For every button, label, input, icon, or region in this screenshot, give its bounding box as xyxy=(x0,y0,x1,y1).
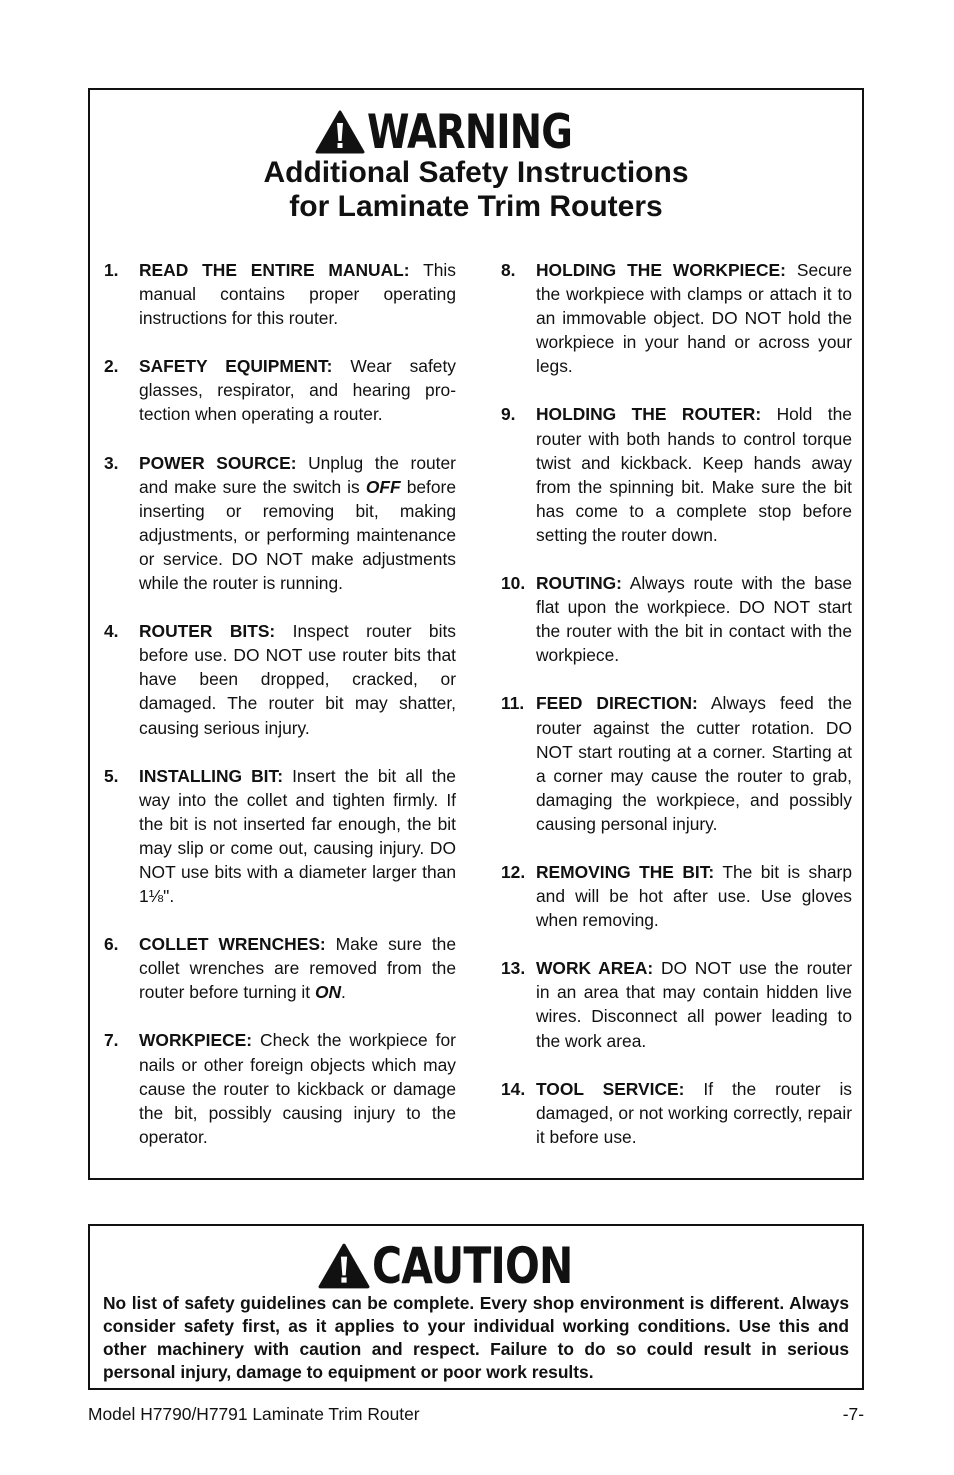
item-text: Always route with the base flat upon the workpiece. DO NOT start the router with the bit in contact with the workpiece. xyxy=(536,573,852,666)
item-text: This manual contains proper operating instructions for this router. xyxy=(139,260,456,329)
item-heading: REMOVING THE BIT: xyxy=(536,861,715,882)
item-text: Wear safety glasses, respirator, and hearing protection when operating a router. xyxy=(139,356,456,425)
footer-model: Model H7790/H7791 Laminate Trim Router xyxy=(88,1404,420,1424)
caution-banner-text: CAUTION xyxy=(372,1237,573,1295)
list-item xyxy=(104,764,456,909)
item-heading: TOOL SERVICE: xyxy=(536,1078,685,1099)
warning-box xyxy=(88,88,864,1180)
caution-triangle-icon xyxy=(318,1243,370,1289)
warning-banner xyxy=(90,104,862,160)
item-text: The bit is sharp and will be hot after use. Use gloves when removing. xyxy=(536,861,852,931)
item-number: 4. xyxy=(104,621,119,642)
item-number: 14. xyxy=(501,1078,526,1099)
item-heading: SAFETY EQUIPMENT: xyxy=(139,356,333,377)
item-text: If the router is damaged, or not working correctly, repair it before use. xyxy=(536,1078,852,1147)
list-item xyxy=(104,258,456,330)
item-heading: WORK AREA: xyxy=(536,958,654,979)
item-text: Secure the workpiece with clamps or attach it to an immovable object. DO NOT hold the workpiece in your hand or across your legs. xyxy=(536,260,852,377)
item-heading: WORKPIECE: xyxy=(139,1030,253,1051)
list-item xyxy=(104,932,456,1004)
item-heading: READ THE ENTIRE MANUAL: xyxy=(139,260,410,280)
item-text: Inspect router bits before use. DO NOT use router bits that have been dropped, cracked, or damaged. The router bit may shatter, causing serious injury. xyxy=(139,621,456,738)
item-text: Unplug the router and make sure the switch is xyxy=(139,452,456,497)
item-text: Hold the router with both hands to control torque twist and kickback. Keep hands away from the spinning bit. Make sure the bit has come to a complete stop before setting the router down. xyxy=(536,404,852,545)
item-number: 5. xyxy=(104,765,119,786)
caution-text: No list of safety guidelines can be complete. Every shop environment is different. Always consider safety first, as it applies to your individual working conditions. Use this and other machinery with caution and respect. Failure to do so could result in serious personal injury, damage to equipment or poor work results. xyxy=(103,1293,849,1382)
item-text: Always feed the router against the cutter rotation. DO NOT start routing at a corner. Starting at a corner may cause the router to grab, damaging the workpiece, and possibly causing personal injury. xyxy=(536,693,852,834)
item-number: 9. xyxy=(501,404,516,425)
list-item xyxy=(501,1077,852,1149)
item-heading: HOLDING THE WORKPIECE: xyxy=(536,260,786,280)
item-text: . xyxy=(341,982,346,1003)
item-text: before inserting or removing bit, making adjustments, or performing maintenance or service. DO NOT make adjustments while the router is running. xyxy=(139,476,456,594)
item-emphasis: OFF xyxy=(365,476,401,497)
list-item xyxy=(104,354,456,426)
list-item xyxy=(104,1028,456,1148)
item-number: 12. xyxy=(501,861,526,882)
list-item xyxy=(501,691,852,836)
item-text: Check the workpiece for nails or other foreign objects which may cause the router to kickback or damage the bit, possibly causing injury to the operator. xyxy=(139,1030,456,1147)
right-column xyxy=(501,258,852,1173)
item-text: Make sure the collet wrenches are removed from the router before turning it xyxy=(139,934,456,1003)
item-heading: ROUTER BITS: xyxy=(139,621,276,642)
item-number: 8. xyxy=(501,260,516,280)
title-line-2: for Laminate Trim Routers xyxy=(289,190,663,223)
list-item xyxy=(501,571,852,667)
item-number: 10. xyxy=(501,573,526,594)
list-item xyxy=(501,402,852,547)
item-heading: COLLET WRENCHES: xyxy=(139,934,326,955)
item-heading: FEED DIRECTION: xyxy=(536,693,698,714)
warning-banner-text: WARNING xyxy=(367,104,573,160)
warning-triangle-icon xyxy=(315,110,365,154)
item-number: 2. xyxy=(104,356,119,377)
item-heading: INSTALLING BIT: xyxy=(139,765,283,786)
item-number: 3. xyxy=(104,452,119,473)
item-number: 7. xyxy=(104,1030,119,1051)
item-number: 6. xyxy=(104,934,119,955)
list-item xyxy=(501,860,852,932)
caution-banner xyxy=(90,1238,862,1294)
list-item xyxy=(501,258,852,378)
item-text: DO NOT use the router in an area that may contain hidden live wires. Disconnect all power leading to the work area. xyxy=(536,958,852,1051)
page-number: -7- xyxy=(842,1404,864,1424)
left-column xyxy=(104,258,456,1173)
item-number: 1. xyxy=(104,260,119,280)
item-emphasis: ON xyxy=(314,982,342,1003)
caution-box xyxy=(88,1224,864,1390)
item-number: 11. xyxy=(501,693,525,714)
title-line-1: Additional Safety Instructions xyxy=(263,156,689,189)
list-item xyxy=(104,619,456,739)
item-number: 13. xyxy=(501,958,526,979)
page-footer xyxy=(88,1404,864,1425)
item-heading: ROUTING: xyxy=(536,573,622,594)
list-item xyxy=(104,451,456,596)
item-text: Insert the bit all the way into the collet and tighten firmly. If the bit is not inserted far enough, the bit may slip or come out, causing injury. DO NOT use bits with a diameter larger than 1⅛". xyxy=(139,765,456,907)
page-title xyxy=(90,156,862,224)
item-heading: HOLDING THE ROUTER: xyxy=(536,404,762,425)
list-item xyxy=(501,956,852,1052)
item-heading: POWER SOURCE: xyxy=(139,452,297,473)
